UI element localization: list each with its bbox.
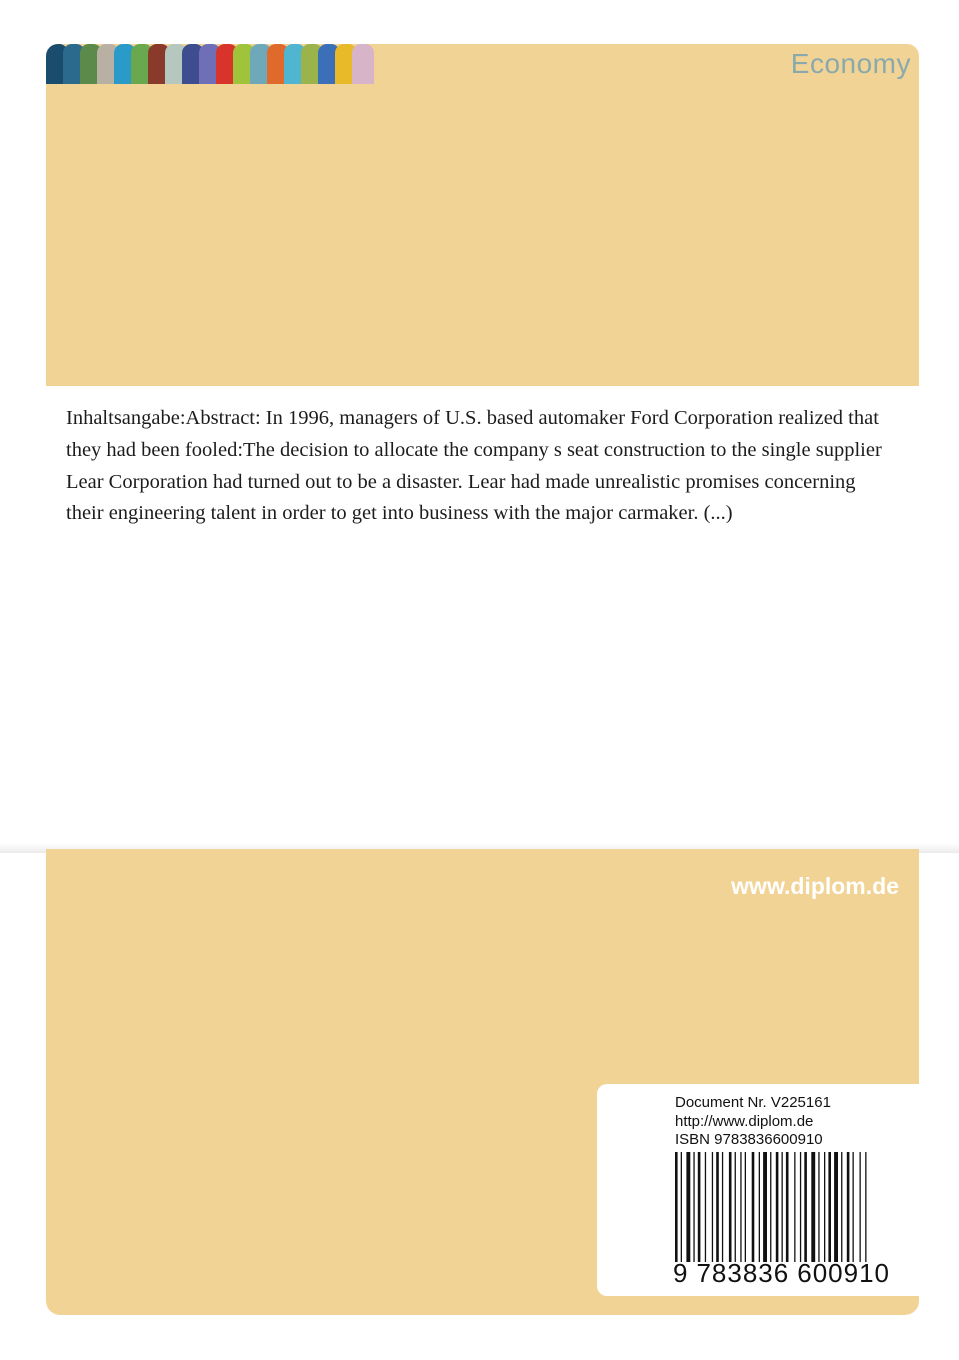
barcode-bar <box>818 1152 819 1262</box>
barcode-digits-left: 783836 <box>696 1258 790 1288</box>
barcode-digits-right: 600910 <box>797 1258 890 1288</box>
barcode-box <box>597 1084 919 1296</box>
barcode-bar <box>681 1152 682 1262</box>
barcode-bar <box>828 1152 831 1262</box>
barcode-bar <box>716 1152 719 1262</box>
barcode-bar <box>686 1152 690 1262</box>
barcode-bar <box>824 1152 825 1262</box>
barcode-bar <box>786 1152 789 1262</box>
barcode-bar <box>740 1152 741 1262</box>
bottom-color-panel <box>46 849 919 1315</box>
barcode-bar <box>705 1152 706 1262</box>
document-info <box>675 1094 831 1150</box>
barcode-bar <box>834 1152 838 1262</box>
website-label: www.diplom.de <box>731 873 899 899</box>
barcode-bar <box>745 1152 746 1262</box>
barcode-bar <box>847 1152 850 1262</box>
barcode-bar <box>804 1152 807 1262</box>
barcode-bar <box>722 1152 723 1262</box>
barcode-bar <box>735 1152 736 1262</box>
barcode-bar <box>759 1152 760 1262</box>
barcode-bar <box>776 1152 779 1262</box>
barcode-bar <box>800 1152 801 1262</box>
barcode-bar <box>794 1152 795 1262</box>
barcode-bar <box>853 1152 854 1262</box>
color-tab <box>352 44 374 84</box>
document-number: Document Nr. V225161 <box>675 1094 831 1111</box>
isbn-label: ISBN 9783836600910 <box>675 1131 823 1148</box>
barcode-bar <box>841 1152 842 1262</box>
barcode-bar <box>675 1152 678 1262</box>
barcode-icon <box>675 1152 897 1262</box>
abstract-text: Inhaltsangabe:Abstract: In 1996, managers of U.S. based automaker Ford Corporation realized that they had been fooled:The decision to allocate the company s seat construction to the single supplier Lear Corporation had turned out to be a disaster. Lear had made unrealistic promises concerning their engineering talent in order to get into business with the major carmaker. (...) <box>66 407 882 525</box>
barcode-bar <box>698 1152 701 1262</box>
barcode-bar <box>712 1152 713 1262</box>
barcode-digits <box>673 1258 899 1289</box>
document-url: http://www.diplom.de <box>675 1112 814 1130</box>
barcode-bar <box>860 1152 861 1262</box>
top-color-panel <box>46 44 919 386</box>
barcode-bar <box>770 1152 771 1262</box>
barcode-bar <box>782 1152 783 1262</box>
barcode-digit-first: 9 <box>673 1258 689 1288</box>
barcode-bar <box>752 1152 755 1262</box>
barcode-bar <box>729 1152 732 1262</box>
barcode-bar <box>811 1152 815 1262</box>
barcode-bar <box>865 1152 866 1262</box>
colored-tabs <box>46 44 386 84</box>
category-label: Economy <box>790 48 911 79</box>
barcode-bar <box>763 1152 767 1262</box>
barcode-bar <box>693 1152 694 1262</box>
